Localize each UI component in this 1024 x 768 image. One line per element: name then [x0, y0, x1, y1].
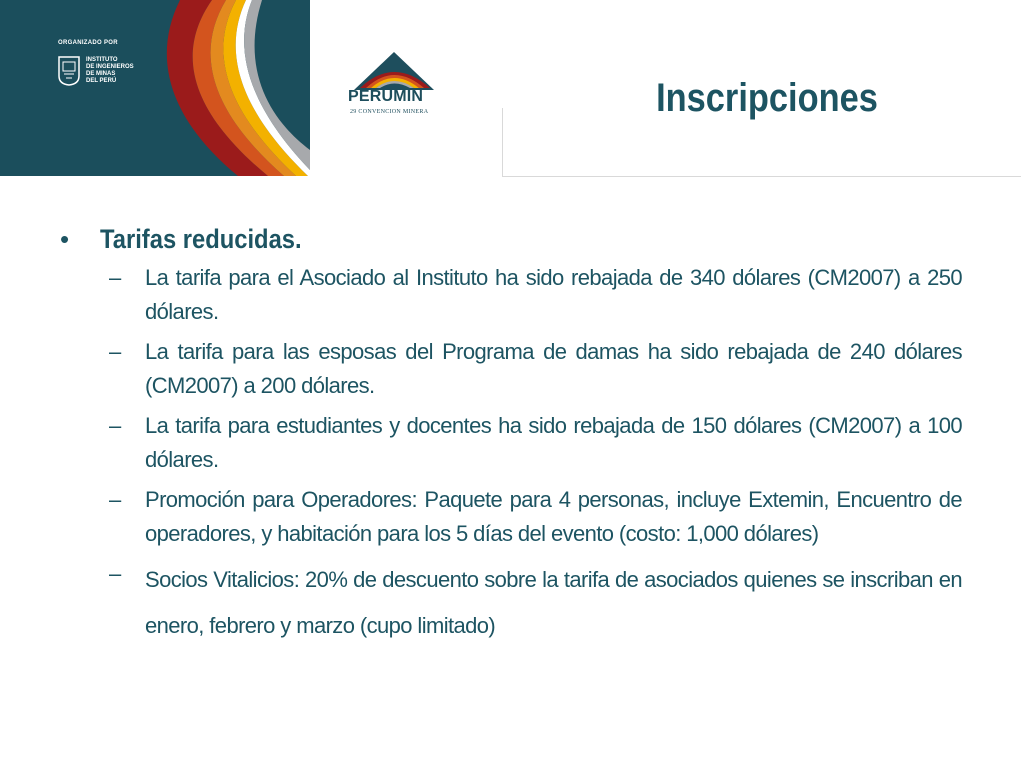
- sub-item-text: Promoción para Operadores: Paquete para 4 personas, incluye Extemin, Encuentro de operadores, y habitación para los 5 días del evento (costo: 1,000 dólares): [145, 487, 962, 546]
- brand-subtitle: 29 CONVENCION MINERA: [350, 109, 429, 115]
- slide-content: [60, 224, 962, 655]
- org-seal-icon: [58, 56, 80, 86]
- perumin-mountain-icon: [350, 48, 436, 90]
- org-name-line: DE INGENIEROS: [86, 64, 134, 70]
- sub-list-item: [60, 261, 962, 329]
- dash-marker: –: [109, 413, 122, 438]
- sub-list-item: [60, 409, 962, 477]
- org-name-line: DE MINAS: [86, 71, 116, 77]
- dash-marker: –: [109, 487, 122, 512]
- sub-list-item: [60, 483, 962, 551]
- header-band: [0, 0, 310, 176]
- org-name-line: INSTITUTO: [86, 57, 118, 63]
- sub-list-item: [60, 557, 962, 649]
- perumin-logo: [348, 48, 438, 132]
- org-name: [86, 57, 176, 85]
- org-name-line: DEL PERÚ: [86, 78, 117, 84]
- bullet-item: [60, 224, 962, 255]
- sub-item-text: La tarifa para las esposas del Programa de damas ha sido rebajada de 240 dólares (CM2007) a 200 dólares.: [145, 339, 962, 398]
- org-label: ORGANIZADO POR: [58, 40, 118, 46]
- sub-list: [60, 261, 962, 649]
- bullet-marker: •: [60, 224, 70, 254]
- dash-marker: –: [109, 561, 122, 586]
- dash-marker: –: [109, 339, 122, 364]
- sub-item-text: La tarifa para el Asociado al Instituto ha sido rebajada de 340 dólares (CM2007) a 250 dólares.: [145, 265, 962, 324]
- brand-name: PERUMIN: [348, 88, 424, 105]
- sub-list-item: [60, 335, 962, 403]
- dash-marker: –: [109, 265, 122, 290]
- sub-item-text: Socios Vitalicios: 20% de descuento sobre la tarifa de asociados quienes se inscriban en enero, febrero y marzo (cupo limitado): [145, 567, 962, 638]
- bullet-heading: Tarifas reducidas.: [100, 224, 302, 254]
- slide-title: Inscripciones: [656, 76, 878, 120]
- sub-item-text: La tarifa para estudiantes y docentes ha sido rebajada de 150 dólares (CM2007) a 100 dólares.: [145, 413, 962, 472]
- header-stripes-graphic: [0, 0, 310, 176]
